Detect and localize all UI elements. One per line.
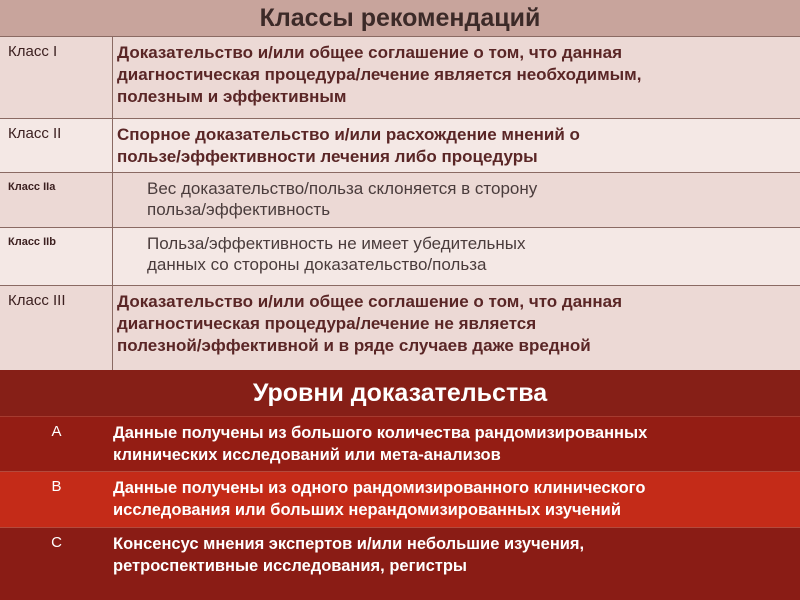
class-description (113, 173, 800, 227)
description-line: Консенсус мнения экспертов и/или небольшие изучения, (113, 535, 585, 553)
description-line: Данные получены из большого количества рандомизированных (113, 424, 648, 442)
description-line: пользе/эффективности лечения либо процедуры (117, 147, 538, 166)
description-line: данных со стороны доказательство/польза (147, 255, 487, 274)
description-line: Данные получены из одного рандомизированного клинического (113, 479, 646, 497)
class-row-ii (0, 119, 800, 173)
description-line: польза/эффективность (147, 200, 331, 219)
levels-title: Уровни доказательства (252, 378, 548, 407)
description-line: Вес доказательство/польза склоняется в сторону (147, 179, 538, 198)
class-row-iib (0, 228, 800, 286)
level-description (113, 472, 800, 527)
class-label: Класс IIb (0, 228, 113, 285)
class-row-iia (0, 173, 800, 228)
description-line: клинических исследований или мета-анализов (113, 446, 501, 464)
description-line: диагностическая процедура/лечение не является (117, 314, 537, 333)
class-description (113, 119, 800, 172)
class-label: Класс II (0, 119, 113, 172)
level-code: A (51, 423, 62, 440)
level-row-b (0, 472, 800, 528)
level-description (113, 417, 800, 471)
class-label: Класс I (0, 37, 113, 118)
classes-title: Классы рекомендаций (259, 3, 541, 32)
description-line: Польза/эффективность не имеет убедительных (147, 234, 526, 253)
class-label: Класс III (0, 286, 113, 370)
description-line: ретроспективные исследования, регистры (113, 557, 468, 575)
description-line: Доказательство и/или общее соглашение о том, что данная (117, 43, 623, 62)
class-description (113, 37, 800, 118)
description-line: Доказательство и/или общее соглашение о том, что данная (117, 292, 623, 311)
classes-title-row (0, 0, 800, 37)
class-label: Класс IIa (0, 173, 113, 227)
description-line: полезным и эффективным (117, 87, 347, 106)
level-row-c (0, 528, 800, 600)
level-description (113, 528, 800, 600)
description-line: диагностическая процедура/лечение является необходимым, (117, 65, 642, 84)
class-description (113, 286, 800, 370)
description-line: полезной/эффективной и в ряде случаев даже вредной (117, 336, 591, 355)
class-row-i (0, 37, 800, 119)
level-code: C (51, 534, 62, 551)
levels-title-row (0, 370, 800, 417)
level-code: B (51, 478, 62, 495)
level-row-a (0, 417, 800, 472)
class-row-iii (0, 286, 800, 370)
evidence-levels-table (0, 370, 800, 600)
description-line: Спорное доказательство и/или расхождение мнений о (117, 125, 580, 144)
class-description (113, 228, 800, 285)
description-line: исследования или больших нерандомизированных изучений (113, 501, 621, 519)
